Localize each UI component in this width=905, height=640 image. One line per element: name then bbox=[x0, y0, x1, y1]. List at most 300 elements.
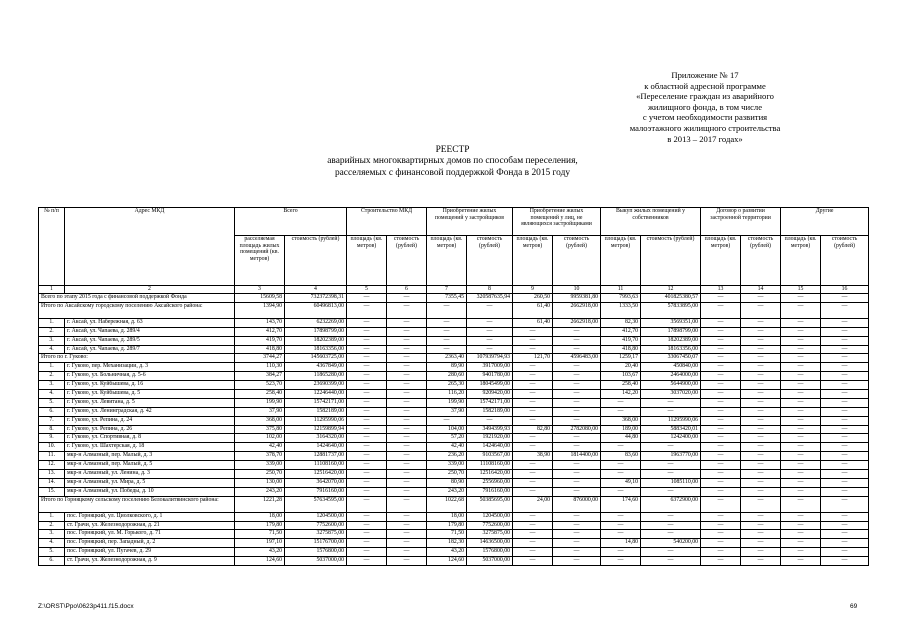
row-value: — bbox=[427, 318, 467, 327]
row-address: пос. Горняцкий, ул. Пугачев, д. 29 bbox=[65, 548, 235, 557]
row-value: — bbox=[701, 521, 741, 530]
row-value: — bbox=[741, 372, 781, 381]
row-number: 5. bbox=[39, 548, 65, 557]
row-value: 236,20 bbox=[427, 452, 467, 461]
row-value: 243,20 bbox=[427, 487, 467, 496]
row-value: — bbox=[701, 548, 741, 557]
row-value: — bbox=[741, 425, 781, 434]
row-value: 110,30 bbox=[235, 363, 285, 372]
row-value: — bbox=[701, 496, 741, 512]
row-value: — bbox=[347, 470, 387, 479]
row-value: 1582189,00 bbox=[467, 407, 513, 416]
row-value: — bbox=[513, 487, 553, 496]
row-value: — bbox=[347, 372, 387, 381]
row-address: пос. Горняцкий, ул. Циолковского, д. 1 bbox=[65, 512, 235, 521]
row-value: — bbox=[387, 294, 427, 303]
row-value: — bbox=[347, 530, 387, 539]
row-value: — bbox=[701, 398, 741, 407]
row-value: 1424640,00 bbox=[467, 443, 513, 452]
row-value: — bbox=[701, 407, 741, 416]
row-value: — bbox=[387, 425, 427, 434]
subheader-area: площадь (кв. метров) bbox=[513, 236, 553, 286]
row-value: — bbox=[821, 461, 869, 470]
row-value: 368,00 bbox=[601, 416, 641, 425]
row-address: ст. Грачи, ул. Железнодорожная, д. 21 bbox=[65, 521, 235, 530]
row-value: — bbox=[821, 363, 869, 372]
row-value: — bbox=[641, 443, 701, 452]
row-value: 412,70 bbox=[601, 327, 641, 336]
row-value: — bbox=[387, 530, 427, 539]
row-value: — bbox=[553, 390, 601, 399]
row-value: — bbox=[387, 318, 427, 327]
row-value: 18163356,00 bbox=[641, 345, 701, 354]
row-value: 61,40 bbox=[513, 318, 553, 327]
row-value: 7993,63 bbox=[601, 294, 641, 303]
row-value: — bbox=[741, 294, 781, 303]
row-value: — bbox=[553, 381, 601, 390]
row-value: — bbox=[781, 302, 821, 318]
row-value: — bbox=[387, 327, 427, 336]
row-value: 2662918,00 bbox=[553, 302, 601, 318]
row-number: 3. bbox=[39, 336, 65, 345]
row-value: — bbox=[513, 381, 553, 390]
row-value: 1576800,00 bbox=[467, 548, 513, 557]
row-value: — bbox=[741, 452, 781, 461]
row-address: г. Гуково, ул. Шахтерская, д. 18 bbox=[65, 443, 235, 452]
header-construction: Строительство МКД bbox=[347, 208, 427, 236]
row-value: 12516420,00 bbox=[285, 470, 347, 479]
row-value: — bbox=[513, 548, 553, 557]
row-value: — bbox=[701, 336, 741, 345]
row-value: — bbox=[701, 557, 741, 566]
row-value: 258,40 bbox=[601, 381, 641, 390]
row-address: мкр-н Алмазный, ул. Победы, д. 10 bbox=[65, 487, 235, 496]
row-value: — bbox=[641, 557, 701, 566]
row-address: г. Гуково, ул. Спортивная, д. 8 bbox=[65, 434, 235, 443]
subtotal-row bbox=[39, 302, 869, 318]
row-value: 418,80 bbox=[601, 345, 641, 354]
row-value: — bbox=[553, 512, 601, 521]
table-row bbox=[39, 487, 869, 496]
row-value: 121,70 bbox=[513, 354, 553, 363]
row-value: — bbox=[347, 294, 387, 303]
row-value: 7752600,00 bbox=[467, 521, 513, 530]
subheader-cost: стоимость (рублей) bbox=[553, 236, 601, 286]
row-value: 243,20 bbox=[235, 487, 285, 496]
row-value: — bbox=[821, 521, 869, 530]
row-value: — bbox=[741, 363, 781, 372]
row-value: — bbox=[387, 434, 427, 443]
row-value: 57,20 bbox=[427, 434, 467, 443]
row-value: 3569351,00 bbox=[641, 318, 701, 327]
appendix-header bbox=[560, 70, 850, 144]
row-value: 102,00 bbox=[235, 434, 285, 443]
row-value: 6372900,00 bbox=[641, 496, 701, 512]
row-value: — bbox=[821, 345, 869, 354]
row-value: 189,00 bbox=[601, 425, 641, 434]
row-value: — bbox=[347, 354, 387, 363]
row-value: — bbox=[347, 496, 387, 512]
row-value: 9959381,80 bbox=[553, 294, 601, 303]
row-value: — bbox=[513, 470, 553, 479]
column-number: 8 bbox=[467, 286, 513, 294]
row-value: 11865280,00 bbox=[285, 372, 347, 381]
row-value: — bbox=[701, 372, 741, 381]
row-value: — bbox=[513, 336, 553, 345]
row-value: — bbox=[701, 478, 741, 487]
row-value: — bbox=[387, 336, 427, 345]
subheader-cost: стоимость (рублей) bbox=[641, 236, 701, 286]
row-value: 401825380,57 bbox=[641, 294, 701, 303]
table-row bbox=[39, 407, 869, 416]
row-value: — bbox=[601, 557, 641, 566]
subheader-area: площадь (кв. метров) bbox=[781, 236, 821, 286]
row-value: 124,60 bbox=[235, 557, 285, 566]
table-row bbox=[39, 521, 869, 530]
row-number: 6. bbox=[39, 407, 65, 416]
row-value: — bbox=[741, 496, 781, 512]
row-value: — bbox=[513, 434, 553, 443]
row-value: — bbox=[741, 548, 781, 557]
row-number: 8. bbox=[39, 425, 65, 434]
row-value: — bbox=[387, 443, 427, 452]
row-value: 1242400,00 bbox=[641, 434, 701, 443]
header-total: Всего bbox=[235, 208, 347, 236]
row-value: 20,40 bbox=[601, 363, 641, 372]
row-value: 1576800,00 bbox=[285, 548, 347, 557]
table-row bbox=[39, 452, 869, 461]
row-value: — bbox=[387, 539, 427, 548]
row-value: — bbox=[347, 512, 387, 521]
table-row bbox=[39, 470, 869, 479]
column-number: 11 bbox=[601, 286, 641, 294]
row-value: 18202389,00 bbox=[641, 336, 701, 345]
row-value: — bbox=[553, 487, 601, 496]
row-value: 4367849,00 bbox=[285, 363, 347, 372]
appendix-line: малоэтажного жилищного строительства bbox=[629, 122, 781, 133]
row-value: — bbox=[741, 461, 781, 470]
row-value: 17898799,00 bbox=[641, 327, 701, 336]
appendix-line: Приложение № 17 bbox=[671, 70, 739, 80]
row-number: 10. bbox=[39, 443, 65, 452]
row-address: г. Гуково, ул. Куйбышева, д. 16 bbox=[65, 381, 235, 390]
row-value: — bbox=[781, 521, 821, 530]
row-value: 1259,17 bbox=[601, 354, 641, 363]
column-number: 6 bbox=[387, 286, 427, 294]
appendix-line: к областной адресной программе bbox=[644, 80, 766, 91]
row-value: — bbox=[741, 416, 781, 425]
row-value: — bbox=[781, 363, 821, 372]
row-value: 11295990,06 bbox=[641, 416, 701, 425]
row-value: — bbox=[427, 345, 467, 354]
row-value: — bbox=[427, 327, 467, 336]
row-value: 18,00 bbox=[235, 512, 285, 521]
row-address: мкр-н Алмазный, пер. Малый, д. 5 bbox=[65, 461, 235, 470]
row-value: 107939794,93 bbox=[467, 354, 513, 363]
registry-table bbox=[38, 207, 869, 566]
row-value: — bbox=[821, 390, 869, 399]
row-value: 450840,00 bbox=[641, 363, 701, 372]
row-value: — bbox=[387, 390, 427, 399]
row-value: — bbox=[513, 372, 553, 381]
row-number: 13. bbox=[39, 470, 65, 479]
column-number: 1 bbox=[39, 286, 65, 294]
row-value: 258,40 bbox=[235, 390, 285, 399]
row-value: 15742171,00 bbox=[285, 398, 347, 407]
table-row bbox=[39, 512, 869, 521]
row-value: — bbox=[387, 345, 427, 354]
subheader-cost: стоимость (рублей) bbox=[741, 236, 781, 286]
row-value: — bbox=[701, 381, 741, 390]
row-address: пос. Горняцкий, пер. Западный, д. 2 bbox=[65, 539, 235, 548]
row-value: 38,90 bbox=[513, 452, 553, 461]
row-value: — bbox=[553, 416, 601, 425]
row-value: 9103567,00 bbox=[467, 452, 513, 461]
row-value: — bbox=[513, 530, 553, 539]
row-value: 37,90 bbox=[427, 407, 467, 416]
table-row bbox=[39, 461, 869, 470]
row-value: — bbox=[387, 452, 427, 461]
row-value: — bbox=[601, 521, 641, 530]
row-number: 14. bbox=[39, 478, 65, 487]
row-value: — bbox=[427, 302, 467, 318]
row-value: — bbox=[741, 398, 781, 407]
row-value: — bbox=[821, 294, 869, 303]
row-value: 12881737,00 bbox=[285, 452, 347, 461]
row-value: — bbox=[387, 470, 427, 479]
row-value: — bbox=[347, 521, 387, 530]
row-value: 4596483,00 bbox=[553, 354, 601, 363]
row-value: 182,30 bbox=[427, 539, 467, 548]
row-value: — bbox=[781, 336, 821, 345]
row-value: — bbox=[701, 487, 741, 496]
row-value: — bbox=[513, 443, 553, 452]
table-row bbox=[39, 345, 869, 354]
row-value: — bbox=[387, 416, 427, 425]
row-value: 104,00 bbox=[427, 425, 467, 434]
row-value: — bbox=[781, 416, 821, 425]
page-number: 69 bbox=[850, 603, 858, 610]
row-value: — bbox=[347, 390, 387, 399]
row-number: 7. bbox=[39, 416, 65, 425]
row-value: — bbox=[781, 548, 821, 557]
row-number: 12. bbox=[39, 461, 65, 470]
row-value: — bbox=[741, 302, 781, 318]
row-value: 1204500,00 bbox=[285, 512, 347, 521]
row-value: — bbox=[741, 478, 781, 487]
row-value: 3494399,93 bbox=[467, 425, 513, 434]
row-value: — bbox=[741, 521, 781, 530]
subheader-cost: стоимость (рублей) bbox=[285, 236, 347, 286]
row-value: — bbox=[781, 478, 821, 487]
row-value: — bbox=[513, 345, 553, 354]
row-value: 7752600,00 bbox=[285, 521, 347, 530]
column-number: 2 bbox=[65, 286, 235, 294]
row-number: 4. bbox=[39, 390, 65, 399]
row-value: — bbox=[781, 294, 821, 303]
row-value: — bbox=[387, 398, 427, 407]
appendix-line: с учетом необходимости развития bbox=[642, 112, 768, 123]
row-value: 1204500,00 bbox=[467, 512, 513, 521]
row-value: — bbox=[347, 327, 387, 336]
row-value: — bbox=[741, 336, 781, 345]
table-row bbox=[39, 557, 869, 566]
row-value: 3037020,00 bbox=[641, 390, 701, 399]
row-value: — bbox=[513, 390, 553, 399]
document-title bbox=[170, 145, 735, 179]
row-value: 280,60 bbox=[427, 372, 467, 381]
row-value: 143,70 bbox=[235, 318, 285, 327]
row-value: — bbox=[821, 381, 869, 390]
row-value: — bbox=[553, 461, 601, 470]
row-value: — bbox=[553, 345, 601, 354]
row-address: мкр-н Алмазный, ул. Ленина, д. 3 bbox=[65, 470, 235, 479]
row-value: 2662918,00 bbox=[553, 318, 601, 327]
row-number: 6. bbox=[39, 557, 65, 566]
row-value: 199,90 bbox=[427, 398, 467, 407]
row-value: — bbox=[781, 398, 821, 407]
row-value: — bbox=[701, 539, 741, 548]
column-number: 15 bbox=[781, 286, 821, 294]
row-value: 320587635,94 bbox=[467, 294, 513, 303]
row-address: мкр-н Алмазный, ул. Мира, д. 5 bbox=[65, 478, 235, 487]
header-num: № п/п bbox=[39, 208, 65, 286]
subheader-cost: стоимость (рублей) bbox=[467, 236, 513, 286]
table-row bbox=[39, 363, 869, 372]
column-number: 16 bbox=[821, 286, 869, 294]
subheader-area-total: расселяемая площадь жилых помещений (кв. метров) bbox=[235, 236, 285, 286]
header-buyout: Выкуп жилых помещений у собственников bbox=[601, 208, 701, 236]
row-value: — bbox=[347, 487, 387, 496]
column-number: 3 bbox=[235, 286, 285, 294]
row-value: 82,30 bbox=[601, 318, 641, 327]
row-value: 145603725,00 bbox=[285, 354, 347, 363]
row-value: — bbox=[741, 381, 781, 390]
row-value: — bbox=[701, 318, 741, 327]
title-line: расселяемых с финансовой поддержкой Фонда в 2015 году bbox=[334, 167, 571, 178]
row-value: 15176700,00 bbox=[285, 539, 347, 548]
row-value: — bbox=[701, 461, 741, 470]
row-value: — bbox=[741, 354, 781, 363]
row-value: 142,20 bbox=[601, 390, 641, 399]
row-value: — bbox=[513, 539, 553, 548]
row-value: — bbox=[781, 452, 821, 461]
row-address: г. Гуково, ул. Репина, д. 26 bbox=[65, 425, 235, 434]
row-value: 12159899,94 bbox=[285, 425, 347, 434]
row-value: 2363,40 bbox=[427, 354, 467, 363]
row-value: 15742171,00 bbox=[467, 398, 513, 407]
row-label: Итого по г. Гуково: bbox=[39, 354, 235, 363]
row-address: г. Аксай, ул. Набережная, д. 63 bbox=[65, 318, 235, 327]
row-value: 265,30 bbox=[427, 381, 467, 390]
row-value: — bbox=[553, 557, 601, 566]
subheader-area: площадь (кв. метров) bbox=[601, 236, 641, 286]
row-value: 71,50 bbox=[427, 530, 467, 539]
row-value: — bbox=[347, 345, 387, 354]
row-value: 5883420,01 bbox=[641, 425, 701, 434]
row-number: 2. bbox=[39, 327, 65, 336]
row-value: — bbox=[781, 470, 821, 479]
row-number: 2. bbox=[39, 521, 65, 530]
row-value: 17898799,00 bbox=[285, 327, 347, 336]
row-address: г. Аксай, ул. Чапаева, д. 289/7 bbox=[65, 345, 235, 354]
row-value: — bbox=[387, 407, 427, 416]
row-value: — bbox=[347, 381, 387, 390]
row-value: — bbox=[821, 548, 869, 557]
row-value: — bbox=[513, 327, 553, 336]
row-value: 3164320,00 bbox=[285, 434, 347, 443]
row-value: — bbox=[741, 557, 781, 566]
row-value: — bbox=[553, 372, 601, 381]
row-value: — bbox=[821, 434, 869, 443]
row-value: — bbox=[781, 443, 821, 452]
row-value: 419,70 bbox=[601, 336, 641, 345]
row-value: 3744,27 bbox=[235, 354, 285, 363]
table-row bbox=[39, 539, 869, 548]
row-value: — bbox=[427, 336, 467, 345]
row-value: — bbox=[467, 345, 513, 354]
row-value: 5644900,00 bbox=[641, 381, 701, 390]
row-address: г. Аксай, ул. Чапаева, д. 289/5 bbox=[65, 336, 235, 345]
row-value: 24,00 bbox=[513, 496, 553, 512]
appendix-line: жилищного фонда, в том числе bbox=[647, 101, 763, 112]
row-value: — bbox=[601, 530, 641, 539]
row-value: — bbox=[641, 470, 701, 479]
row-value: 876000,00 bbox=[553, 496, 601, 512]
row-value: — bbox=[701, 425, 741, 434]
row-number: 9. bbox=[39, 434, 65, 443]
row-value: — bbox=[821, 557, 869, 566]
row-value: — bbox=[781, 381, 821, 390]
row-value: — bbox=[387, 461, 427, 470]
row-value: 12516420,00 bbox=[467, 470, 513, 479]
row-address: мкр-н Алмазный, пер. Малый, д. 3 bbox=[65, 452, 235, 461]
row-value: — bbox=[741, 318, 781, 327]
row-value: — bbox=[513, 557, 553, 566]
row-value: — bbox=[741, 407, 781, 416]
row-value: 1424640,00 bbox=[285, 443, 347, 452]
row-value: 1022,68 bbox=[427, 496, 467, 512]
row-value: — bbox=[553, 336, 601, 345]
row-value: — bbox=[821, 318, 869, 327]
row-value: — bbox=[347, 398, 387, 407]
row-value: 250,70 bbox=[427, 470, 467, 479]
row-value: 7916160,00 bbox=[467, 487, 513, 496]
row-number: 3. bbox=[39, 530, 65, 539]
table-row bbox=[39, 530, 869, 539]
row-value: — bbox=[701, 363, 741, 372]
row-value: — bbox=[781, 496, 821, 512]
row-value: — bbox=[701, 390, 741, 399]
row-value: — bbox=[513, 478, 553, 487]
row-value: — bbox=[347, 461, 387, 470]
row-value: — bbox=[821, 336, 869, 345]
row-value: — bbox=[347, 434, 387, 443]
row-value: — bbox=[553, 327, 601, 336]
row-value: — bbox=[821, 487, 869, 496]
table-row bbox=[39, 327, 869, 336]
row-value: — bbox=[781, 557, 821, 566]
row-value: — bbox=[821, 372, 869, 381]
row-value: — bbox=[701, 302, 741, 318]
header-buy-developer: Приобретение жилых помещений у застройщиков bbox=[427, 208, 513, 236]
row-value: — bbox=[427, 416, 467, 425]
table-row bbox=[39, 390, 869, 399]
row-value: — bbox=[701, 530, 741, 539]
row-value: — bbox=[821, 302, 869, 318]
row-value: — bbox=[741, 530, 781, 539]
row-value: — bbox=[821, 512, 869, 521]
